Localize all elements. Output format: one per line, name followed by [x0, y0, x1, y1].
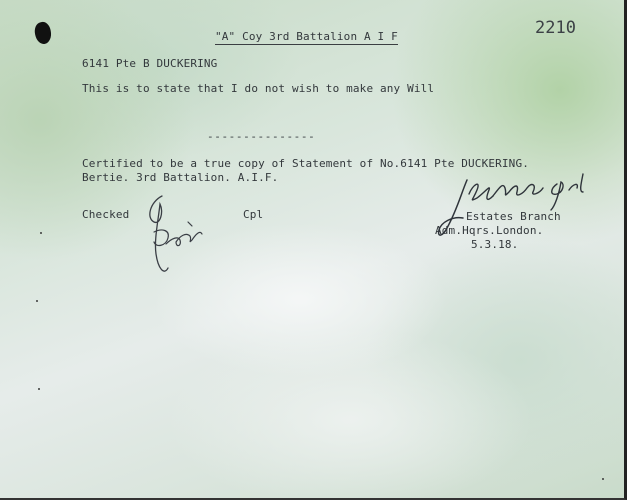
paper-speck — [602, 478, 604, 480]
separator-line: --------------- — [207, 130, 316, 143]
checked-label: Checked — [82, 208, 130, 221]
paper-speck — [40, 232, 42, 234]
checker-signature — [140, 192, 210, 282]
official-signature — [433, 166, 603, 246]
document-date: 5.3.18. — [471, 238, 519, 251]
document-heading: "A" Coy 3rd Battalion A I F — [215, 30, 398, 43]
statement-line: This is to state that I do not wish to make any Will — [82, 82, 435, 95]
branch-line-1: Estates Branch — [466, 210, 561, 223]
certified-line-2: Bertie. 3rd Battalion. A.I.F. — [82, 171, 279, 184]
document-number: 2210 — [535, 18, 576, 38]
soldier-line: 6141 Pte B DUCKERING — [82, 57, 218, 70]
rank-label: Cpl — [243, 208, 264, 221]
paper-speck — [36, 300, 38, 302]
branch-line-2: Adm.Hqrs.London. — [435, 224, 544, 237]
certified-line-1: Certified to be a true copy of Statement of No.6141 Pte DUCKERING. — [82, 157, 529, 170]
paper-speck — [38, 388, 40, 390]
punch-hole — [33, 21, 53, 46]
